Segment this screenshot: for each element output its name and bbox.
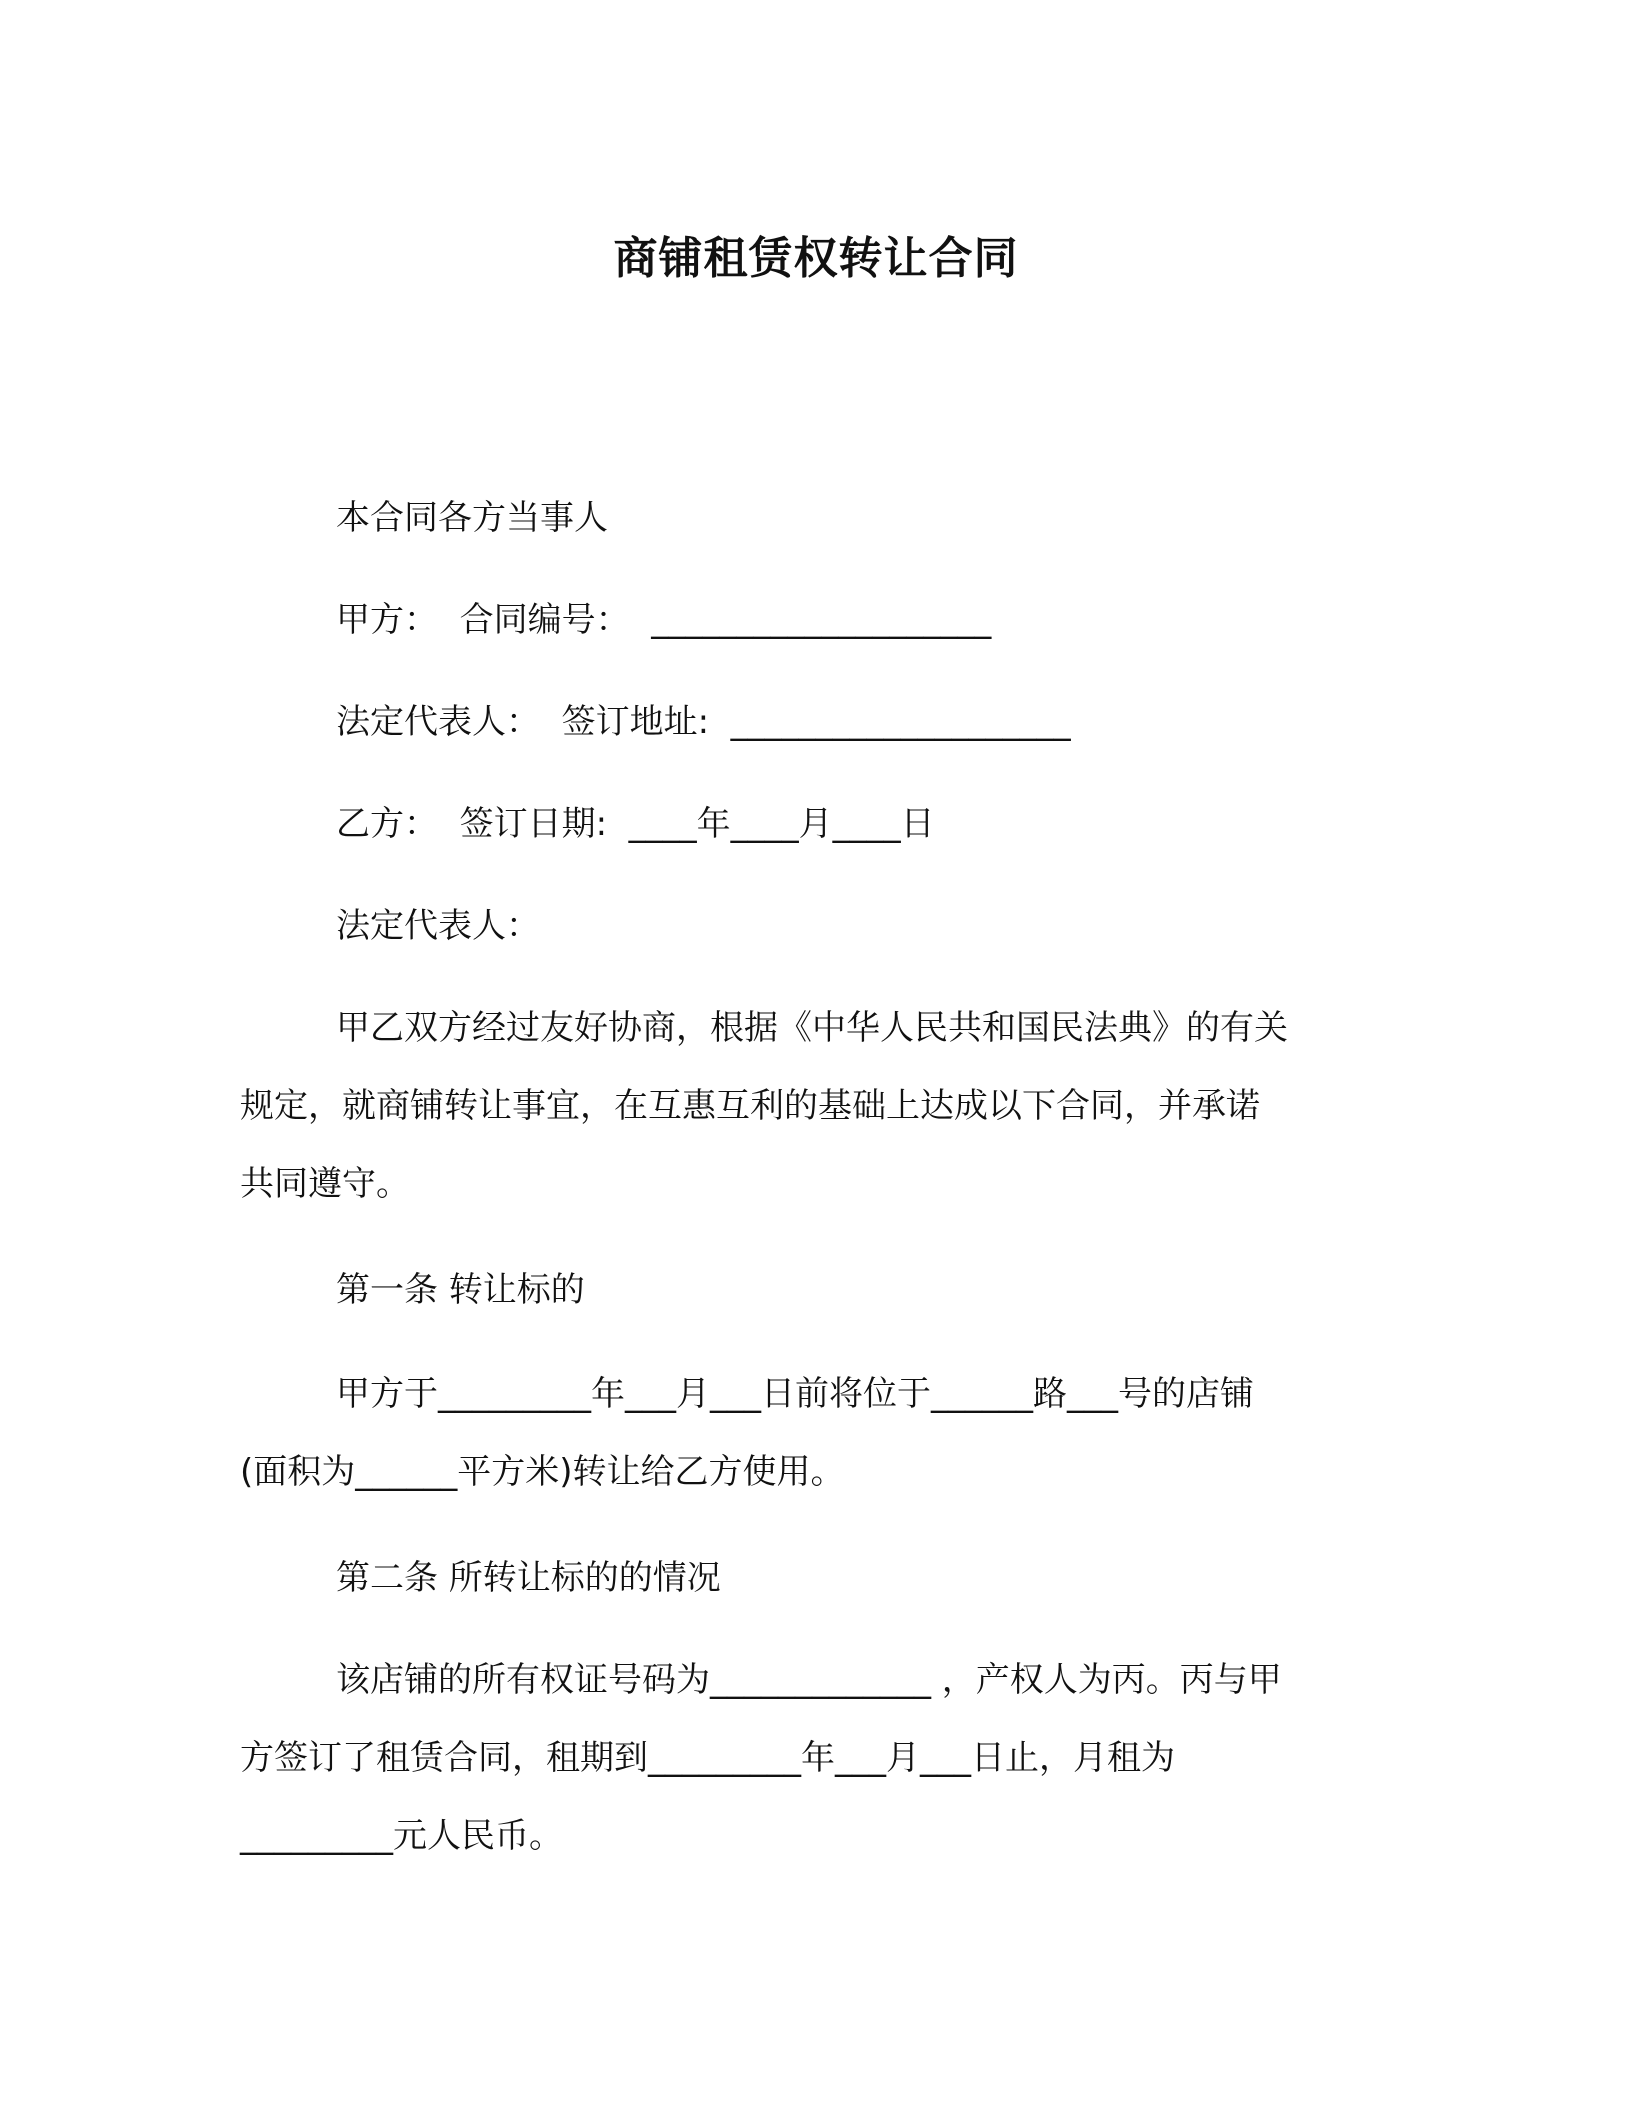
preamble-line-3: 共同遵守。: [240, 1164, 410, 1204]
article-2-line-3: _________元人民币。: [240, 1816, 563, 1856]
party-a-line: 甲方： 合同编号： ____________________: [336, 600, 992, 640]
preamble-line-2: 规定，就商铺转让事宜，在互惠互利的基础上达成以下合同，并承诺: [240, 1086, 1260, 1126]
preamble-line-1: 甲乙双方经过友好协商，根据《中华人民共和国民法典》的有关: [336, 1008, 1288, 1048]
article-1-line-2: (面积为______平方米)转让给乙方使用。: [240, 1452, 845, 1492]
article-2-line-2: 方签订了租赁合同，租期到_________年___月___日止，月租为: [240, 1738, 1175, 1778]
legal-rep-b-line: 法定代表人：: [336, 906, 540, 946]
article-1-heading: 第一条 转让标的: [336, 1270, 585, 1310]
party-b-line: 乙方： 签订日期: ____年____月____日: [336, 804, 935, 844]
article-2-heading: 第二条 所转让标的的情况: [336, 1558, 721, 1598]
article-1-line-1: 甲方于_________年___月___日前将位于______路___号的店铺: [336, 1374, 1254, 1414]
parties-heading: 本合同各方当事人: [336, 498, 608, 538]
document-title: 商铺租赁权转让合同: [613, 233, 1019, 284]
legal-rep-a-line: 法定代表人： 签订地址: ____________________: [336, 702, 1071, 742]
article-2-line-1: 该店铺的所有权证号码为_____________ ，产权人为丙。丙与甲: [336, 1660, 1282, 1700]
